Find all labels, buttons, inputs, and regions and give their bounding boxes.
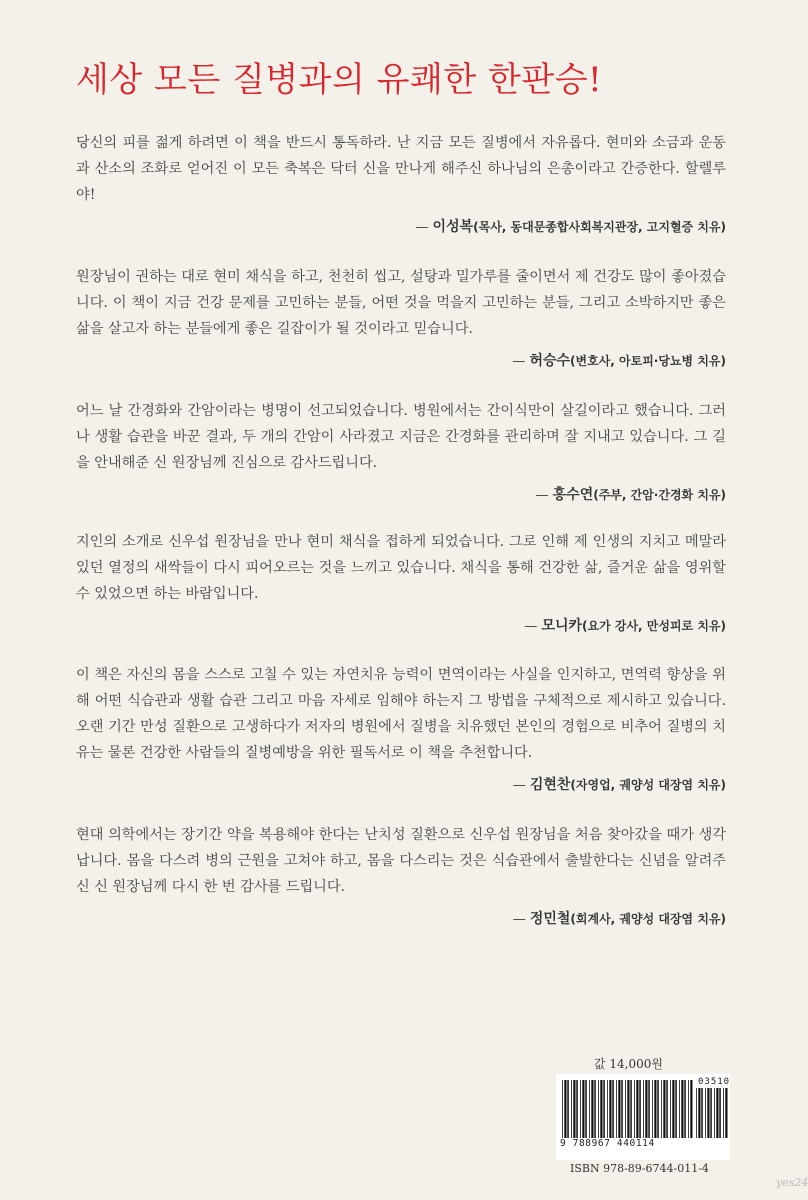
barcode-bar	[714, 1088, 715, 1138]
barcode-bar	[672, 1080, 674, 1138]
barcode-bar	[564, 1080, 566, 1138]
testimonial-name: 홍수연	[552, 487, 594, 503]
barcode-bar	[636, 1080, 638, 1138]
testimonial-text: 지인의 소개로 신우섭 원장님을 만나 현미 채식을 접하게 되었습니다. 그로 인해 제 인생의 지치고 메말라 있던 열정의 새싹들이 다시 피어오르는 것을 느끼고 있습니다. 채식을 통해 건강한 삶, 즐거운 삶을 영위할 수 있었으면 하는 바람입니다.	[76, 534, 726, 602]
testimonial-role: (목사, 동대문종합사회복지관장, 고지혈증 치유)	[473, 220, 726, 234]
testimonial-role: (요가 강사, 만성피로 치유)	[582, 619, 726, 633]
watermark: yes24	[776, 1176, 808, 1189]
testimonial-name: 허승수	[529, 353, 571, 369]
barcode-bars	[562, 1080, 692, 1138]
barcode-bar	[716, 1088, 718, 1138]
testimonial-name: 김현찬	[529, 777, 571, 793]
testimonial-role: (주부, 간암·간경화 치유)	[593, 488, 726, 502]
testimonial-role: (자영업, 궤양성 대장염 치유)	[570, 778, 726, 792]
barcode-bar	[582, 1080, 584, 1138]
barcode-bar	[625, 1080, 626, 1138]
testimonial-name: 정민철	[529, 911, 571, 927]
barcode-bar	[576, 1080, 578, 1138]
barcode-bar	[621, 1080, 623, 1138]
barcode-bar	[705, 1088, 706, 1138]
barcode-bar	[589, 1080, 590, 1138]
barcode-bar	[594, 1080, 596, 1138]
testimonial-3	[76, 398, 726, 504]
barcode-bar	[696, 1088, 697, 1138]
testimonial-role: (변호사, 아토피·당뇨병 치유)	[570, 354, 726, 368]
headline: 세상 모든 질병과의 유쾌한 한판승!	[76, 60, 603, 100]
barcode-bar	[616, 1080, 617, 1138]
barcode-bar	[707, 1088, 709, 1138]
testimonial-attribution: — 정민철(회계사, 궤양성 대장염 치유)	[512, 911, 726, 927]
barcode-bar	[701, 1088, 703, 1138]
testimonial-role: (회계사, 궤양성 대장염 치유)	[570, 912, 726, 926]
testimonial-1	[76, 130, 726, 236]
isbn-barcode	[556, 1074, 730, 1160]
testimonial-text: 이 책은 자신의 몸을 스스로 고칠 수 있는 자연치유 능력이 면역이라는 사실을 인지하고, 면역력 향상을 위해 어떤 식습관과 생활 습관 그리고 마음 자세로 임해야 하는지 그 방법을 구체적으로 제시하고 있습니다. 오랜 기간 만성 질환으로 고생하다가 저자의 병원에서 질병을 치유했던 본인의 경험으로 비추어 질병의 치유는 물론 건강한 사람들의 질병예방을 위한 필독서로 이 책을 추천합니다.	[76, 667, 726, 761]
barcode-bar	[657, 1080, 659, 1138]
barcode-digits: 9 788967 440114	[560, 1138, 655, 1149]
barcode-bar	[670, 1080, 671, 1138]
barcode-bar	[562, 1080, 563, 1138]
barcode-bar	[690, 1080, 692, 1138]
barcode-bar	[679, 1080, 680, 1138]
testimonial-text: 현대 의학에서는 장기간 약을 복용해야 한다는 난치성 질환으로 신우섭 원장님을 처음 찾아갔을 때가 생각납니다. 몸을 다스려 병의 근원을 고쳐야 하고, 몸을 다스리는 것은 식습관에서 출발한다는 신념을 알려주신 신 원장님께 다시 한 번 감사를 드립니다.	[76, 827, 726, 895]
barcode-bar	[580, 1080, 581, 1138]
testimonial-text: 당신의 피를 젊게 하려면 이 책을 반드시 통독하라. 난 지금 모든 질병에서 자유롭다. 현미와 소금과 운동과 산소의 조화로 얻어진 이 모든 축복은 닥터 신을 만나게 해주신 하나님의 은총이라고 간증한다. 할렐루야!	[76, 135, 726, 203]
barcode-bar	[607, 1080, 608, 1138]
barcode-bar	[598, 1080, 599, 1138]
barcode-bar	[698, 1088, 700, 1138]
barcode-bar	[663, 1080, 665, 1138]
barcode-addon-bars	[696, 1088, 726, 1138]
barcode-bar	[591, 1080, 593, 1138]
testimonial-attribution: — 김현찬(자영업, 궤양성 대장염 치유)	[512, 777, 726, 793]
testimonial-text: 어느 날 간경화와 간암이라는 병명이 선고되었습니다. 병원에서는 간이식만이 살길이라고 했습니다. 그러나 생활 습관을 바꾼 결과, 두 개의 간암이 사라졌고 지금은 간경화를 관리하며 잘 지내고 있습니다. 그 길을 안내해준 신 원장님께 진심으로 감사드립니다.	[76, 403, 726, 471]
barcode-bar	[681, 1080, 683, 1138]
barcode-bar	[666, 1080, 668, 1138]
testimonial-name: 이성복	[432, 219, 474, 235]
barcode-bar	[648, 1080, 650, 1138]
barcode-bar	[618, 1080, 620, 1138]
testimonial-4	[76, 529, 726, 635]
barcode-bar	[612, 1080, 614, 1138]
barcode-bar	[710, 1088, 712, 1138]
barcode-bar	[585, 1080, 587, 1138]
barcode-bar	[719, 1088, 721, 1138]
barcode-bar	[654, 1080, 656, 1138]
barcode-addon-digits: 03510	[698, 1077, 731, 1087]
testimonial-text: 원장님이 권하는 대로 현미 채식을 하고, 천천히 씹고, 설탕과 밀가루를 줄이면서 제 건강도 많이 좋아졌습니다. 이 책이 지금 건강 문제를 고민하는 분들, 어떤 것을 먹을지 고민하는 분들, 그리고 소박하지만 좋은 삶을 살고자 하는 분들에게 좋은 길잡이가 될 것이라고 믿습니다.	[76, 269, 726, 337]
barcode-bar	[600, 1080, 602, 1138]
testimonial-6	[76, 822, 726, 928]
price-label: 값 14,000원	[594, 1057, 663, 1071]
isbn-number: ISBN 978-89-6744-011-4	[570, 1162, 709, 1175]
testimonial-name: 모니카	[541, 618, 583, 634]
barcode-bar	[603, 1080, 605, 1138]
barcode-bar	[627, 1080, 629, 1138]
testimonial-5	[76, 662, 726, 794]
barcode-bar	[630, 1080, 632, 1138]
testimonial-attribution: — 허승수(변호사, 아토피·당뇨병 치유)	[512, 353, 726, 369]
barcode-bar	[609, 1080, 611, 1138]
barcode-bar	[643, 1080, 644, 1138]
barcode-bar	[661, 1080, 662, 1138]
barcode-bar	[725, 1088, 727, 1138]
testimonial-2	[76, 264, 726, 370]
barcode-bar	[567, 1080, 569, 1138]
testimonial-attribution: — 모니카(요가 강사, 만성피로 치유)	[524, 618, 726, 634]
barcode-bar	[684, 1080, 686, 1138]
barcode-bar	[652, 1080, 653, 1138]
barcode-bar	[645, 1080, 647, 1138]
testimonial-attribution: — 이성복(목사, 동대문종합사회복지관장, 고지혈증 치유)	[415, 219, 726, 235]
barcode-bar	[639, 1080, 641, 1138]
testimonial-attribution: — 홍수연(주부, 간암·간경화 치유)	[535, 487, 726, 503]
barcode-bar	[573, 1080, 575, 1138]
barcode-bar	[634, 1080, 635, 1138]
barcode-bar	[723, 1088, 724, 1138]
barcode-bar	[675, 1080, 677, 1138]
barcode-bar	[571, 1080, 572, 1138]
barcode-bar	[688, 1080, 689, 1138]
